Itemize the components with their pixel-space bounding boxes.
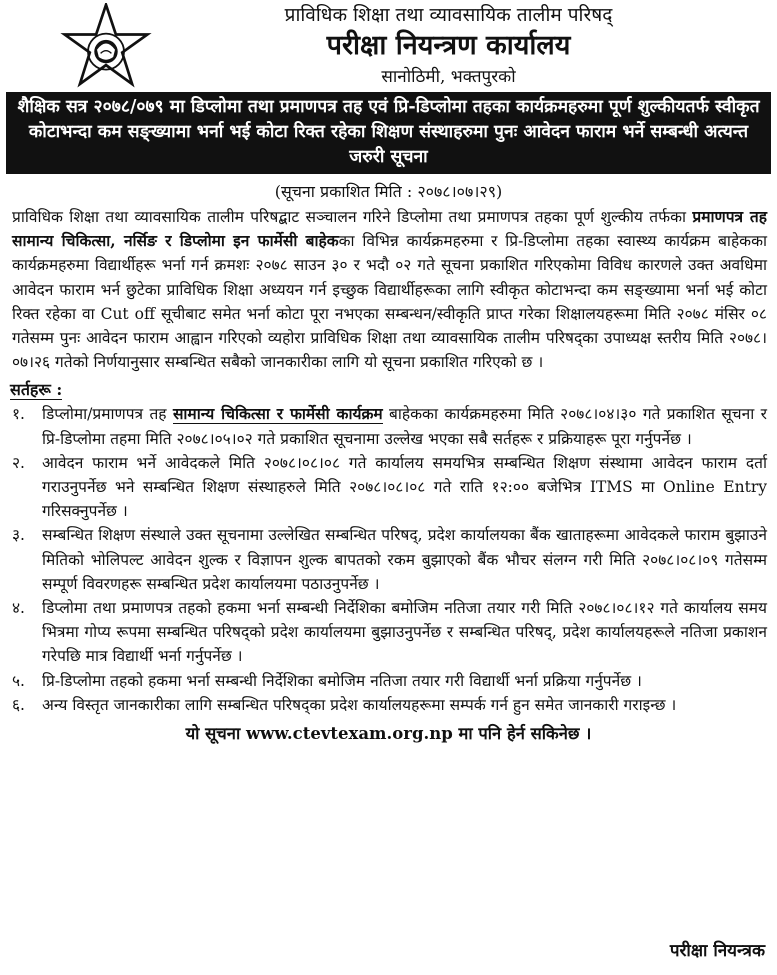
signature-title: परीक्षा नियन्त्रक [669, 941, 765, 961]
notice-title: शैक्षिक सत्र २०७८/०७९ मा डिप्लोमा तथा प्रमाणपत्र तह एवं प्रि-डिप्लोमा तहका कार्यक्रमहरुमा पूर्ण शुल्कीयतर्फ स्वीकृत कोटाभन्दा कम सङ्ख्यामा भर्ना भई कोटा रिक्त रहेका शिक्षण संस्थाहरुमा पुनः आवेदन फाराम भर्ने सम्बन्धी अत्यन्त जरुरी सूचना [6, 92, 771, 174]
condition-text: अन्य विस्तृत जानकारीका लागि सम्बन्धित परिषद्का प्रदेश कार्यालयहरूमा सम्पर्क गर्न हुन समेत जानकारी गराइन्छ । [42, 695, 677, 714]
condition-item-3 [12, 523, 767, 596]
office-address: सानोठिमी, भक्तपुरको [381, 67, 516, 87]
body-text-1: प्राविधिक शिक्षा तथा व्यावसायिक तालीम परिषद्बाट सञ्चालन गरिने डिप्लोमा तथा प्रमाणपत्र तहका पूर्ण शुल्कीय तर्फका [12, 208, 693, 226]
body-text-2: का विभिन्न कार्यक्रमहरुमा र प्रि-डिप्लोमा तहका स्वास्थ्य कार्यक्रम बाहेकका कार्यक्रमहरुमा विद्यार्थीहरू भर्ना गर्न क्रमशः २०७८ साउन ३० र भदौ ०२ गते सूचना प्रकाशित गरिएकोमा विविध कारणले उक्त अवधिमा आवेदन फाराम भर्न छुटेका प्राविधिक शिक्षा अध्ययन गर्न इच्छुक विद्यार्थीहरूका लागि स्वीकृत कोटाभन्दा कम सङ्ख्यामा भर्ना भई कोटा रिक्त रहेका वा Cut off सूचीबाट समेत भर्ना कोटा पूरा नभएका सम्बन्धन/स्वीकृति प्राप्त गरेका शिक्षालयहरूमा मिति २०७८ मंसिर ०८ गतेसम्म पुनः आवेदन फाराम आह्वान गरिएको व्यहोरा प्राविधिक शिक्षा तथा व्यावसायिक तालीम परिषद्का उपाध्यक्ष स्तरीय मिति २०७८।०७।२६ गतेको निर्णयानुसार सम्बन्धित सबैको जानकारीका लागि यो सूचना प्रकाशित गरिएको छ । [12, 232, 768, 372]
letterhead [0, 0, 777, 92]
condition-number: १. [12, 405, 25, 424]
condition-text: डिप्लोमा तथा प्रमाणपत्र तहको हकमा भर्ना सम्बन्धी निर्देशिका बमोजिम नतिजा तयार गरी मिति २०७८।०८।१२ गते कार्यालय समय भित्रमा गोप्य रूपमा सम्बन्धित परिषद्को प्रदेश कार्यालयमा बुझाउनुपर्नेछ र सम्बन्धित परिषद्, प्रदेश कार्यालयहरूले नतिजा प्रकाशन गरेपछि मात्र विद्यार्थी भर्ना गर्नुपर्नेछ । [42, 599, 767, 666]
condition-number: ५. [12, 671, 25, 690]
condition-item-2 [12, 451, 767, 524]
condition-bold-text: सामान्य चिकित्सा र फार्मेसी कार्यक्रम [172, 404, 383, 424]
condition-text: आवेदन फाराम भर्ने आवेदकले मिति २०७८।०८।०८ गते कार्यालय समयभित्र सम्बन्धित शिक्षण संस्थामा आवेदन फाराम दर्ता गराउनुपर्नेछ भने सम्बन्धित शिक्षण संस्थाहरुले मिति २०७८।०८।०८ गते राति १२:०० बजेभित्र ITMS मा Online Entry गरिसक्नुपर्नेछ । [42, 453, 767, 521]
condition-number: ३. [12, 526, 25, 545]
notice-body [12, 205, 767, 374]
condition-text: डिप्लोमा/प्रमाणपत्र तह सामान्य चिकित्सा र फार्मेसी कार्यक्रम बाहेकका कार्यक्रमहरुमा मिति २०७८।०४।३० गते प्रकाशित सूचना र प्रि-डिप्लोमा तहमा मिति २०७८।०५।०२ गते प्रकाशित सूचनामा उल्लेख भएका सबै सर्तहरू र प्रक्रियाहरू पूरा गर्नुपर्नेछ । [42, 404, 767, 448]
org-name: प्राविधिक शिक्षा तथा व्यावसायिक तालीम परिषद् [284, 4, 613, 26]
condition-number: ४. [12, 599, 25, 618]
conditions-heading: सर्तहरू : [10, 380, 63, 400]
body-text-bold: प्रमाणपत्र तह सामान्य चिकित्सा, नर्सिङ र डिप्लोमा इन फार्मेसी बाहेक [12, 207, 767, 251]
condition-text: सम्बन्धित शिक्षण संस्थाले उक्त सूचनामा उल्लेखित सम्बन्धित परिषद्, प्रदेश कार्यालयका बैंक खाताहरूमा आवेदकले फाराम बुझाउने मितिको भोलिपल्ट आवेदन शुल्क र विज्ञापन शुल्क बापतको रकम बुझाएको बैंक भौचर संलग्न गरी मिति २०७८।०८।०९ गतेसम्म सम्पूर्ण विवरणहरू सम्बन्धित प्रदेश कार्यालयमा पठाउनुपर्नेछ । [42, 526, 767, 593]
condition-item-1 [12, 402, 767, 450]
condition-item-4 [12, 596, 767, 669]
condition-item-5 [12, 669, 767, 693]
office-name: परीक्षा नियन्त्रण कार्यालय [326, 30, 571, 61]
condition-item-6 [12, 693, 767, 717]
publish-date: (सूचना प्रकाशित मिति : २०७८।०७।२९) [274, 182, 503, 201]
condition-number: २. [12, 453, 25, 472]
condition-number: ६. [12, 695, 25, 714]
condition-text: प्रि-डिप्लोमा तहको हकमा भर्ना सम्बन्धी निर्देशिका बमोजिम नतिजा तयार गरी विद्यार्थी भर्ना प्रक्रिया गर्नुपर्नेछ । [42, 671, 642, 690]
website-line: यो सूचना www.ctevtexam.org.np मा पनि हेर्न सकिनेछ । [185, 724, 592, 744]
